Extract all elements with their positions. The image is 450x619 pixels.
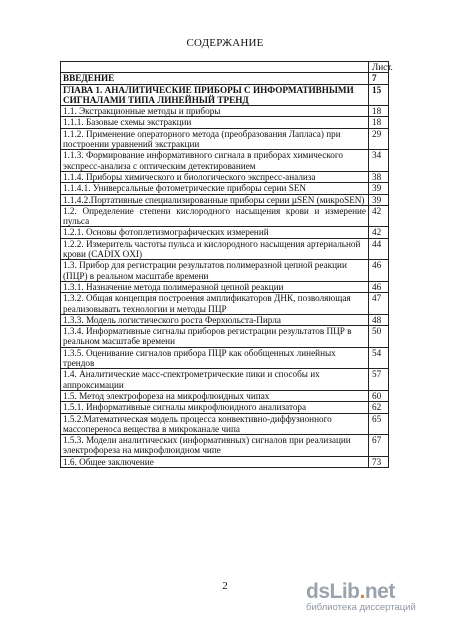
toc-row: [61, 73, 389, 84]
dslib-watermark: [306, 580, 436, 613]
toc-entry-title: 1.2.1. Основы фотоплетизмографических измерений: [61, 227, 369, 238]
toc-entry-page: 44: [369, 238, 389, 260]
watermark-logo: [306, 580, 436, 604]
toc-entry-title: 1.3.1. Назначение метода полимеразной цепной реакции: [61, 281, 369, 292]
toc-entry-page: 50: [369, 326, 389, 348]
toc-entry-title: 1.1.4.2.Портативные специализированные приборы серии µSEN (микроSEN): [61, 194, 369, 205]
toc-entry-title: 1.2. Определение степени кислородного насыщения крови и измерение пульса: [61, 205, 369, 227]
watermark-logo-main: dsLib: [306, 580, 360, 603]
toc-entry-title: ГЛАВА 1. АНАЛИТИЧЕСКИЕ ПРИБОРЫ С ИНФОРМАТИВНЫМИ СИГНАЛАМИ ТИПА ЛИНЕЙНЫЙ ТРЕНД: [61, 84, 369, 106]
toc-row: [61, 171, 389, 182]
toc-row: [61, 281, 389, 292]
toc-row: [61, 194, 389, 205]
toc-entry-title: 1.1. Экстракционные методы и приборы: [61, 106, 369, 117]
toc-row: [61, 293, 389, 315]
toc-row: [61, 205, 389, 227]
toc-entry-page: 7: [369, 73, 389, 84]
toc-entry-title: ВВЕДЕНИЕ: [61, 73, 369, 84]
toc-entry-title: 1.1.2. Применение операторного метода (преобразования Лапласа) при построении уравнений экстракции: [61, 128, 369, 150]
toc-entry-page: 38: [369, 171, 389, 182]
toc-entry-title: 1.1.4. Приборы химического и биологического экспресс-анализа: [61, 171, 369, 182]
toc-entry-title: 1.6. Общее заключение: [61, 456, 369, 467]
toc-entry-page: 42: [369, 227, 389, 238]
toc-entry-title: 1.3.4. Информативные сигналы приборов регистрации результатов ПЦР в реальном масштабе времени: [61, 326, 369, 348]
toc-entry-page: 46: [369, 260, 389, 282]
toc-row: [61, 106, 389, 117]
toc-header-title-cell: [61, 62, 369, 73]
table-of-contents: [60, 61, 393, 468]
toc-entry-page: 73: [369, 456, 389, 467]
toc-entry-title: 1.1.4.1. Универсальные фотометрические приборы серии SEN: [61, 183, 369, 194]
toc-entry-page: 60: [369, 390, 389, 401]
toc-entry-title: 1.3.5. Оценивание сигналов прибора ПЦР как обобщенных линейных трендов: [61, 347, 369, 369]
toc-entry-page: 39: [369, 194, 389, 205]
toc-entry-page: 62: [369, 402, 389, 413]
toc-row: [61, 314, 389, 325]
toc-entry-title: 1.3. Прибор для регистрации результатов полимеразной цепной реакции (ПЦР) в реальном масштабе времени: [61, 260, 369, 282]
toc-row: [61, 369, 389, 391]
watermark-logo-dot: .: [359, 580, 365, 603]
toc-entry-page: 42: [369, 205, 389, 227]
toc-entry-page: 46: [369, 281, 389, 292]
watermark-tagline: библиотека диссертаций: [306, 602, 416, 613]
toc-row: [61, 413, 389, 435]
toc-entry-page: 29: [369, 128, 389, 150]
toc-entry-page: 39: [369, 183, 389, 194]
toc-entry-title: 1.3.3. Модель логистического роста Ферхюльста-Пирла: [61, 314, 369, 325]
toc-row: [61, 183, 389, 194]
toc-row: [61, 326, 389, 348]
toc-entry-page: 65: [369, 413, 389, 435]
toc-row: [61, 435, 389, 457]
toc-entry-title: 1.3.2. Общая концепция построения амплификаторов ДНК, позволяющая реализовывать технологии и методы ПЦР: [61, 293, 369, 315]
toc-entry-page: 57: [369, 369, 389, 391]
toc-entry-page: 34: [369, 150, 389, 172]
document-heading: СОДЕРЖАНИЕ: [186, 37, 264, 49]
toc-entry-page: 67: [369, 435, 389, 457]
toc-entry-title: 1.5.2.Математическая модель процесса конвективно-диффузионного массопереноса вещества в микроканале чипа: [61, 413, 369, 435]
toc-row: [61, 150, 389, 172]
toc-header-row: [61, 62, 389, 73]
toc-row: [61, 347, 389, 369]
toc-entry-page: 18: [369, 106, 389, 117]
toc-row: [61, 227, 389, 238]
toc-row: [61, 84, 389, 106]
toc-entry-title: 1.4. Аналитические масс-спектрометрические пики и способы их аппроксимации: [61, 369, 369, 391]
toc-row: [61, 402, 389, 413]
page-number: 2: [222, 580, 228, 592]
toc-row: [61, 117, 389, 128]
toc-entry-title: 1.5.3. Модели аналитических (информативных) сигналов при реализации электрофореза на микрофлюидном чипе: [61, 435, 369, 457]
toc-row: [61, 260, 389, 282]
watermark-logo-tld: net: [364, 580, 395, 603]
toc-header-page-cell: Лист.: [369, 62, 389, 73]
toc-entry-page: 18: [369, 117, 389, 128]
toc-entry-title: 1.1.1. Базовые схемы экстракции: [61, 117, 369, 128]
toc-entry-page: 54: [369, 347, 389, 369]
toc-entry-page: 15: [369, 84, 389, 106]
toc-row: [61, 238, 389, 260]
toc-row: [61, 128, 389, 150]
toc-entry-title: 1.5. Метод электрофореза на микрофлюидных чипах: [61, 390, 369, 401]
toc-entry-title: 1.2.2. Измеритель частоты пульса и кислородного насыщения артериальной крови (CADIX OXI): [61, 238, 369, 260]
toc-row: [61, 390, 389, 401]
toc-row: [61, 456, 389, 467]
toc-entry-page: 48: [369, 314, 389, 325]
toc-entry-title: 1.1.3. Формирование информативного сигнала в приборах химического экспресс-анализа с оптическим детектированием: [61, 150, 369, 172]
toc-entry-page: 47: [369, 293, 389, 315]
toc-entry-title: 1.5.1. Информативные сигналы микрофлюидного анализатора: [61, 402, 369, 413]
